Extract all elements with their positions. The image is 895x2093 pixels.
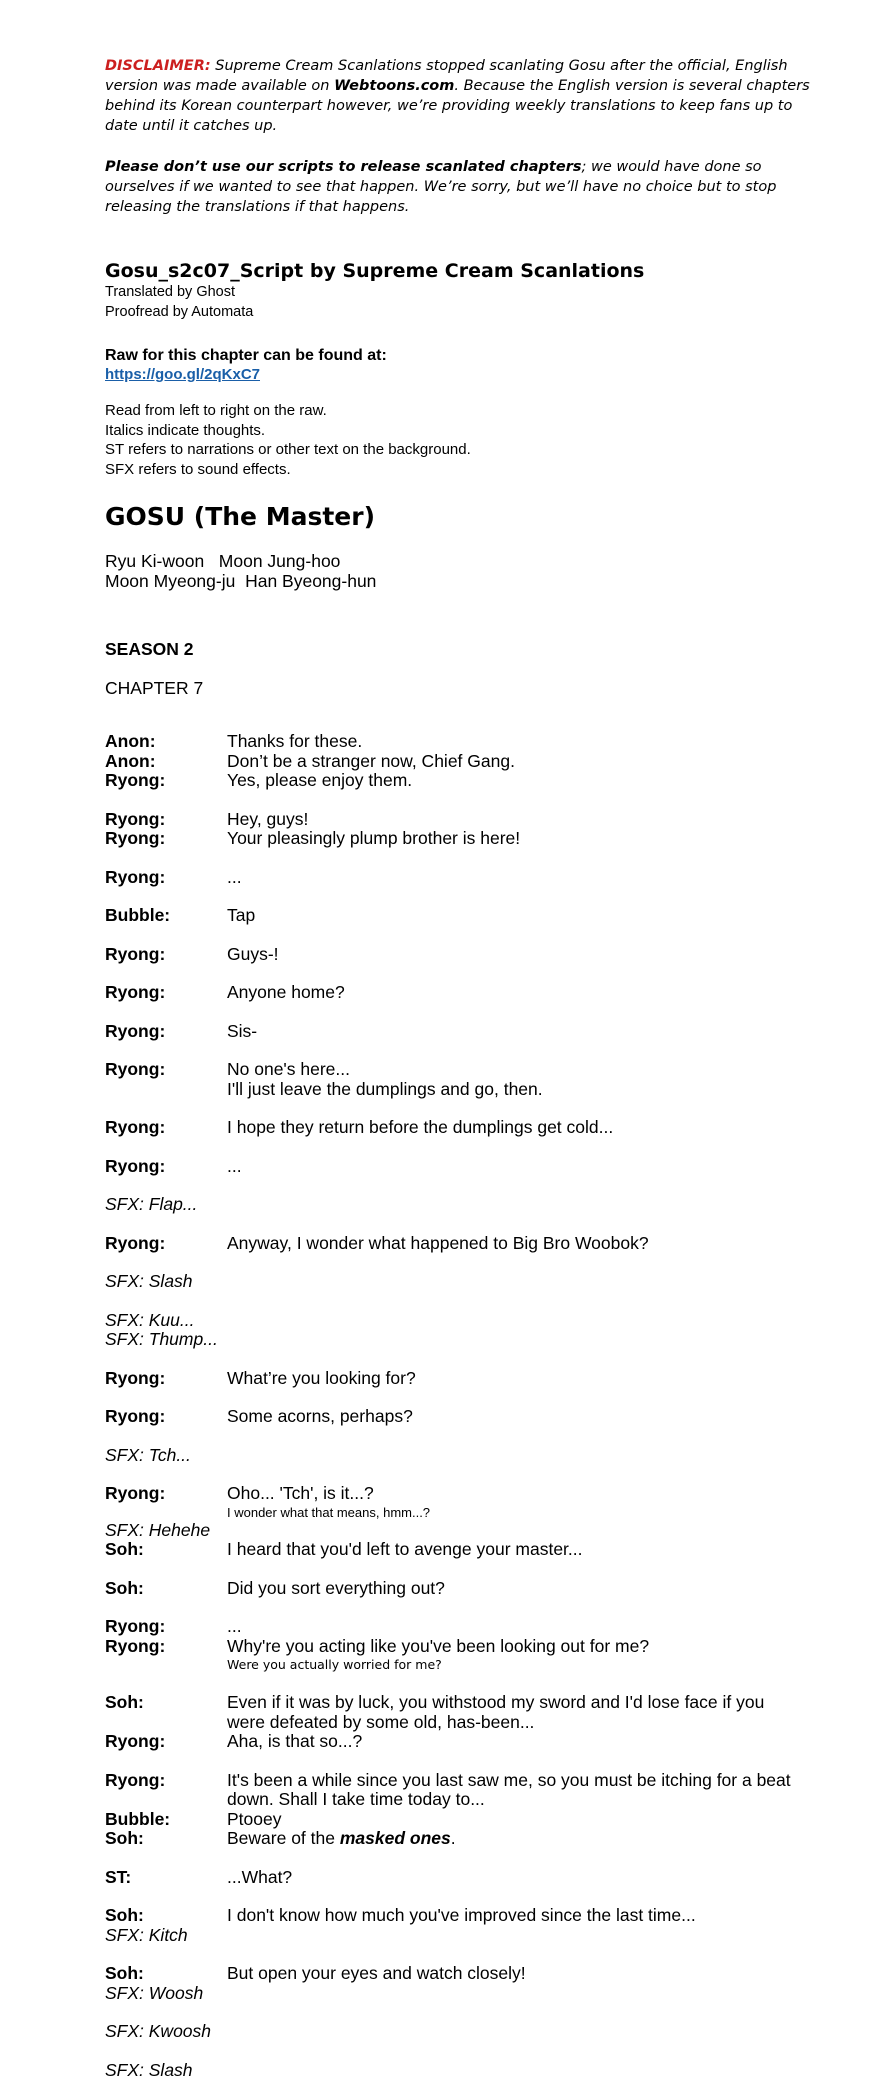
dialogue-text: Tap (227, 905, 256, 925)
dialogue-line (105, 1790, 825, 1810)
sfx-text: SFX: Thump... (105, 1329, 218, 1349)
line-gap (105, 1138, 825, 1157)
sfx-line (105, 1311, 825, 1331)
dialogue-text-part: . (450, 1828, 456, 1848)
dialogue-line (105, 1829, 825, 1849)
dialogue-line (105, 868, 825, 888)
line-gap (105, 1099, 825, 1118)
sfx-line (105, 2061, 825, 2081)
disclaimer-paragraph (105, 56, 825, 136)
dialogue-line (105, 732, 825, 752)
sfx-text: SFX: Slash (105, 2059, 193, 2080)
dialogue-text: Did you sort everything out? (227, 1577, 445, 1598)
script-title: Gosu_s2c07_Script by Supreme Cream Scanlations (105, 260, 645, 282)
dialogue-text: Anyone home? (227, 982, 345, 1002)
sfx-line (105, 1446, 825, 1466)
sfx-line (105, 1272, 825, 1292)
speaker-name: Ryong: (105, 1020, 166, 1041)
speaker-name: Ryong: (105, 982, 166, 1002)
speaker-name: Ryong: (105, 1406, 166, 1426)
chapter-heading: CHAPTER 7 (105, 678, 204, 698)
document-page (105, 56, 825, 2080)
dialogue-text: Thanks for these. (227, 731, 363, 751)
dialogue-text: It's been a while since you last saw me, so you must be itching for a beat (227, 1769, 791, 1790)
proofread-by: Proofread by Automata (105, 303, 254, 320)
speaker-name: Anon: (105, 750, 156, 771)
sfx-line (105, 1195, 825, 1215)
dialogue-text: I wonder what that means, hmm...? (227, 1504, 431, 1520)
disclaimer-text-1: Supreme Cream Scanlations stopped scanlating Gosu after the official, English version was made available on (105, 58, 788, 94)
line-gap (105, 1350, 825, 1369)
speaker-name (105, 1080, 227, 1100)
speaker-name: Soh: (105, 1828, 144, 1848)
line-gap (105, 1427, 825, 1446)
translated-by: Translated by Ghost (105, 284, 236, 300)
speaker-name: Ryong: (105, 866, 166, 887)
dialogue-text: ... (227, 866, 242, 887)
usage-warning-text: ; we would have done so ourselves if we wanted to see that happen. We’re sorry, but we’ll have no choice but to stop releasing the translations if that happens. (105, 159, 777, 215)
dialogue-line (105, 1060, 825, 1080)
speaker-name: Ryong: (105, 1483, 166, 1503)
dialogue-text: Were you actually worried for me? (227, 1657, 442, 1672)
disclaimer-text-2: . Because the English version is several chapters behind its Korean counterpart however, we’re providing weekly translations to keep fans up to date until it catches up. (105, 78, 810, 134)
dialogue-text: were defeated by some old, has-been... (227, 1711, 535, 1732)
speaker-name: Ryong: (105, 1059, 166, 1079)
dialogue-line (105, 752, 825, 772)
sfx-text: SFX: Kwoosh (105, 2021, 212, 2041)
line-gap (105, 791, 825, 810)
line-gap (105, 1849, 825, 1868)
sfx-text: SFX: Kuu... (105, 1309, 195, 1330)
dialogue-text: Even if it was by luck, you withstood my sword and I'd lose face if you (227, 1692, 765, 1712)
dialogue-line (105, 1656, 825, 1674)
raw-heading: Raw for this chapter can be found at: (105, 347, 387, 364)
dialogue-text: But open your eyes and watch closely! (227, 1963, 526, 1983)
speaker-name: Soh: (105, 1905, 144, 1925)
dialogue-text: I hope they return before the dumplings get cold... (227, 1117, 614, 1137)
dialogue-text: Anyway, I wonder what happened to Big Bro Woobok? (227, 1232, 649, 1253)
dialogue-emphasis: masked ones (339, 1828, 451, 1848)
dialogue-text: Aha, is that so...? (227, 1731, 363, 1751)
dialogue-line (105, 1234, 825, 1254)
speaker-name: Soh: (105, 1692, 144, 1712)
line-gap (105, 2003, 825, 2022)
note-item: ST refers to narrations or other text on the background. (105, 441, 471, 458)
dialogue-line (105, 1484, 825, 1504)
dialogue-line (105, 983, 825, 1003)
line-gap (105, 1253, 825, 1272)
line-gap (105, 1752, 825, 1771)
line-gap (105, 1292, 825, 1311)
dialogue-text: No one's here... (227, 1059, 350, 1079)
dialogue-text: Your pleasingly plump brother is here! (227, 828, 521, 848)
usage-warning-bold: Please don’t use our scripts to release scanlated chapters (105, 159, 582, 175)
dialogue-line (105, 829, 825, 849)
sfx-line (105, 2022, 825, 2042)
line-gap (105, 1674, 825, 1693)
sfx-line (105, 1330, 825, 1350)
disclaimer-label: DISCLAIMER: (105, 58, 211, 74)
dialogue-text: I heard that you'd left to avenge your master... (227, 1539, 583, 1559)
dialogue-line (105, 1118, 825, 1138)
line-gap (105, 1215, 825, 1234)
speaker-name: Ryong: (105, 770, 166, 790)
dialogue-line (105, 1964, 825, 1984)
line-gap (105, 2042, 825, 2061)
dialogue-text-part: Beware of the (227, 1828, 340, 1848)
sfx-line (105, 1984, 825, 2004)
speaker-name (105, 1713, 227, 1733)
dialogue-line (105, 1617, 825, 1637)
sfx-text: SFX: Tch... (105, 1444, 191, 1465)
line-gap (105, 1465, 825, 1484)
dialogue-line (105, 771, 825, 791)
line-gap (105, 1176, 825, 1195)
speaker-name: Bubble: (105, 1808, 171, 1829)
line-gap (105, 887, 825, 906)
dialogue-text: Ptooey (227, 1808, 282, 1829)
speaker-name: Ryong: (105, 1616, 166, 1636)
speaker-name: Ryong: (105, 1155, 166, 1176)
dialogue-text: Some acorns, perhaps? (227, 1406, 413, 1426)
note-item: SFX refers to sound effects. (105, 460, 291, 478)
dialogue-line (105, 1693, 825, 1713)
dialogue-text: I'll just leave the dumplings and go, then. (227, 1078, 543, 1099)
speaker-name (105, 1656, 227, 1674)
note-item: Read from left to right on the raw. (105, 402, 327, 419)
dialogue-text: What’re you looking for? (227, 1367, 416, 1388)
sfx-text: SFX: Hehehe (105, 1519, 211, 1540)
speaker-name: Bubble: (105, 905, 171, 925)
speaker-name: Soh: (105, 1539, 144, 1559)
speaker-name: Ryong: (105, 1731, 166, 1751)
raw-link[interactable]: https://goo.gl/2qKxC7 (105, 366, 260, 383)
usage-warning-paragraph (105, 157, 825, 217)
dialogue-line (105, 1713, 825, 1733)
dialogue-line (105, 1868, 825, 1888)
dialogue-text: Sis- (227, 1020, 258, 1041)
dialogue-text: ...What? (227, 1866, 293, 1887)
speaker-name: Ryong: (105, 1232, 166, 1253)
sfx-line (105, 1521, 825, 1541)
line-gap (105, 1388, 825, 1407)
disclaimer-site: Webtoons.com (334, 78, 455, 94)
dialogue-line (105, 810, 825, 830)
line-gap (105, 926, 825, 945)
line-gap (105, 1003, 825, 1022)
dialogue-text: Yes, please enjoy them. (227, 770, 413, 790)
line-gap (105, 849, 825, 868)
dialogue-text: down. Shall I take time today to... (227, 1789, 485, 1809)
dialogue-text: Guys-! (227, 943, 279, 964)
credits-line: Moon Myeong-ju Han Byeong-hun (105, 571, 377, 591)
speaker-name: Ryong: (105, 828, 166, 848)
speaker-name: Ryong: (105, 943, 166, 964)
line-gap (105, 1945, 825, 1964)
dialogue-line (105, 1540, 825, 1560)
dialogue-text: ... (227, 1616, 242, 1636)
dialogue-line (105, 1732, 825, 1752)
dialogue-line (105, 1407, 825, 1427)
speaker-name: Ryong: (105, 808, 166, 829)
script-body (105, 732, 825, 2080)
sfx-text: SFX: Flap... (105, 1194, 198, 1214)
dialogue-line (105, 1637, 825, 1657)
dialogue-text (227, 1829, 825, 1849)
speaker-name: Ryong: (105, 1367, 166, 1388)
speaker-name: Anon: (105, 731, 156, 751)
dialogue-line (105, 945, 825, 965)
credits-line: Ryu Ki-woon Moon Jung-hoo (105, 551, 341, 571)
speaker-name: Ryong: (105, 1769, 166, 1790)
sfx-line (105, 1926, 825, 1946)
dialogue-text: Hey, guys! (227, 808, 309, 829)
dialogue-line (105, 1369, 825, 1389)
line-gap (105, 964, 825, 983)
sfx-text: SFX: Kitch (105, 1924, 188, 1945)
dialogue-line (105, 1022, 825, 1042)
line-gap (105, 1598, 825, 1617)
dialogue-line (105, 1579, 825, 1599)
dialogue-line (105, 906, 825, 926)
line-gap (105, 1887, 825, 1906)
sfx-text: SFX: Slash (105, 1271, 193, 1291)
dialogue-text: Oho... 'Tch', is it...? (227, 1483, 374, 1503)
dialogue-line (105, 1771, 825, 1791)
reading-notes (105, 401, 825, 479)
dialogue-line (105, 1080, 825, 1100)
speaker-name: Ryong: (105, 1117, 166, 1137)
speaker-name: ST: (105, 1866, 132, 1887)
sfx-text: SFX: Woosh (105, 1982, 204, 2003)
speaker-name: Soh: (105, 1963, 144, 1983)
dialogue-line (105, 1504, 825, 1521)
speaker-name (105, 1790, 227, 1810)
season-heading: SEASON 2 (105, 639, 194, 659)
speaker-name: Soh: (105, 1577, 144, 1598)
dialogue-line (105, 1157, 825, 1177)
dialogue-line (105, 1810, 825, 1830)
note-item: Italics indicate thoughts. (105, 421, 266, 439)
series-title: GOSU (The Master) (105, 502, 376, 531)
dialogue-text: I don't know how much you've improved since the last time... (227, 1905, 696, 1925)
dialogue-text: ... (227, 1155, 242, 1176)
speaker-name (105, 1504, 227, 1521)
dialogue-text: Don’t be a stranger now, Chief Gang. (227, 750, 515, 771)
line-gap (105, 1041, 825, 1060)
credits (105, 551, 825, 591)
dialogue-text: Why're you acting like you've been looking out for me? (227, 1635, 650, 1656)
line-gap (105, 1560, 825, 1579)
dialogue-line (105, 1906, 825, 1926)
speaker-name: Ryong: (105, 1635, 166, 1656)
